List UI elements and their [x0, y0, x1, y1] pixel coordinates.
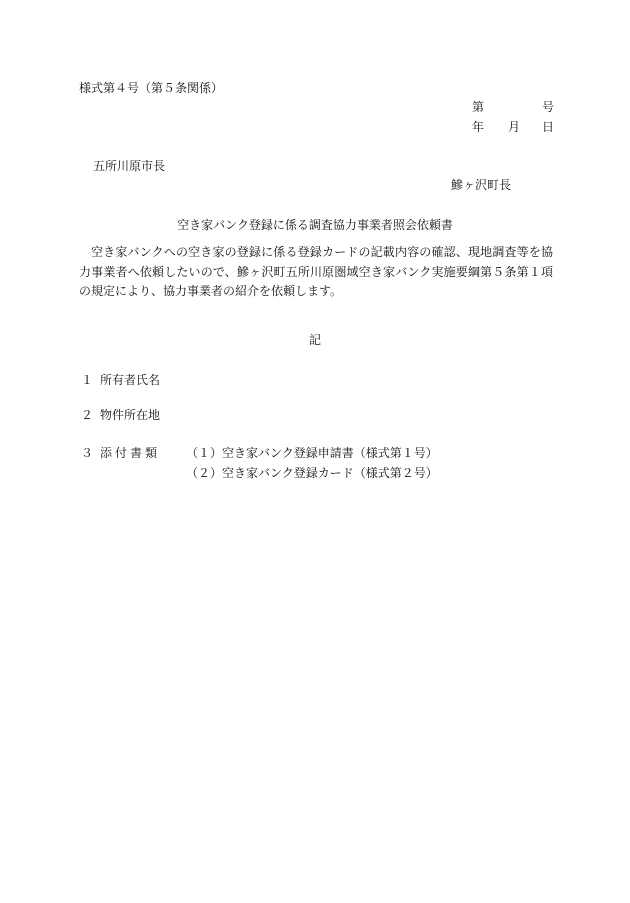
date-day: 日 — [541, 120, 554, 134]
attachment-item: （２）空き家バンク登録カード（様式第２号） — [186, 466, 438, 480]
item-number: ３ — [81, 446, 94, 460]
date-year: 年 — [472, 120, 485, 134]
body-paragraph: 空き家バンクへの空き家の登録に係る登録カードの記載内容の確認、現地調査等を協力事業者へ依頼したいので、鰺ヶ沢町五所川原圏域空き家バンク実施要綱第５条第１項の規定により、協力事業者の紹介を依頼します。 — [79, 245, 553, 298]
sender: 鰺ヶ沢町長 — [451, 178, 512, 192]
form-number: 様式第４号（第５条関係） — [79, 81, 224, 95]
ki-heading: 記 — [308, 333, 321, 347]
attachment-item: （１）空き家バンク登録申請書（様式第１号） — [186, 446, 438, 460]
item-number: ２ — [81, 408, 94, 422]
item-label-owner-name: 所有者氏名 — [100, 373, 161, 387]
item-label-attachments: 添付書類 — [100, 446, 161, 460]
document-title: 空き家バンク登録に係る調査協力事業者照会依頼書 — [177, 218, 453, 232]
item-number: １ — [81, 373, 94, 387]
document-number-suffix: 号 — [541, 100, 554, 114]
date-month: 月 — [508, 120, 521, 134]
item-label-property-location: 物件所在地 — [100, 408, 161, 422]
addressee: 五所川原市長 — [93, 159, 166, 173]
document-number-prefix: 第 — [472, 100, 485, 114]
